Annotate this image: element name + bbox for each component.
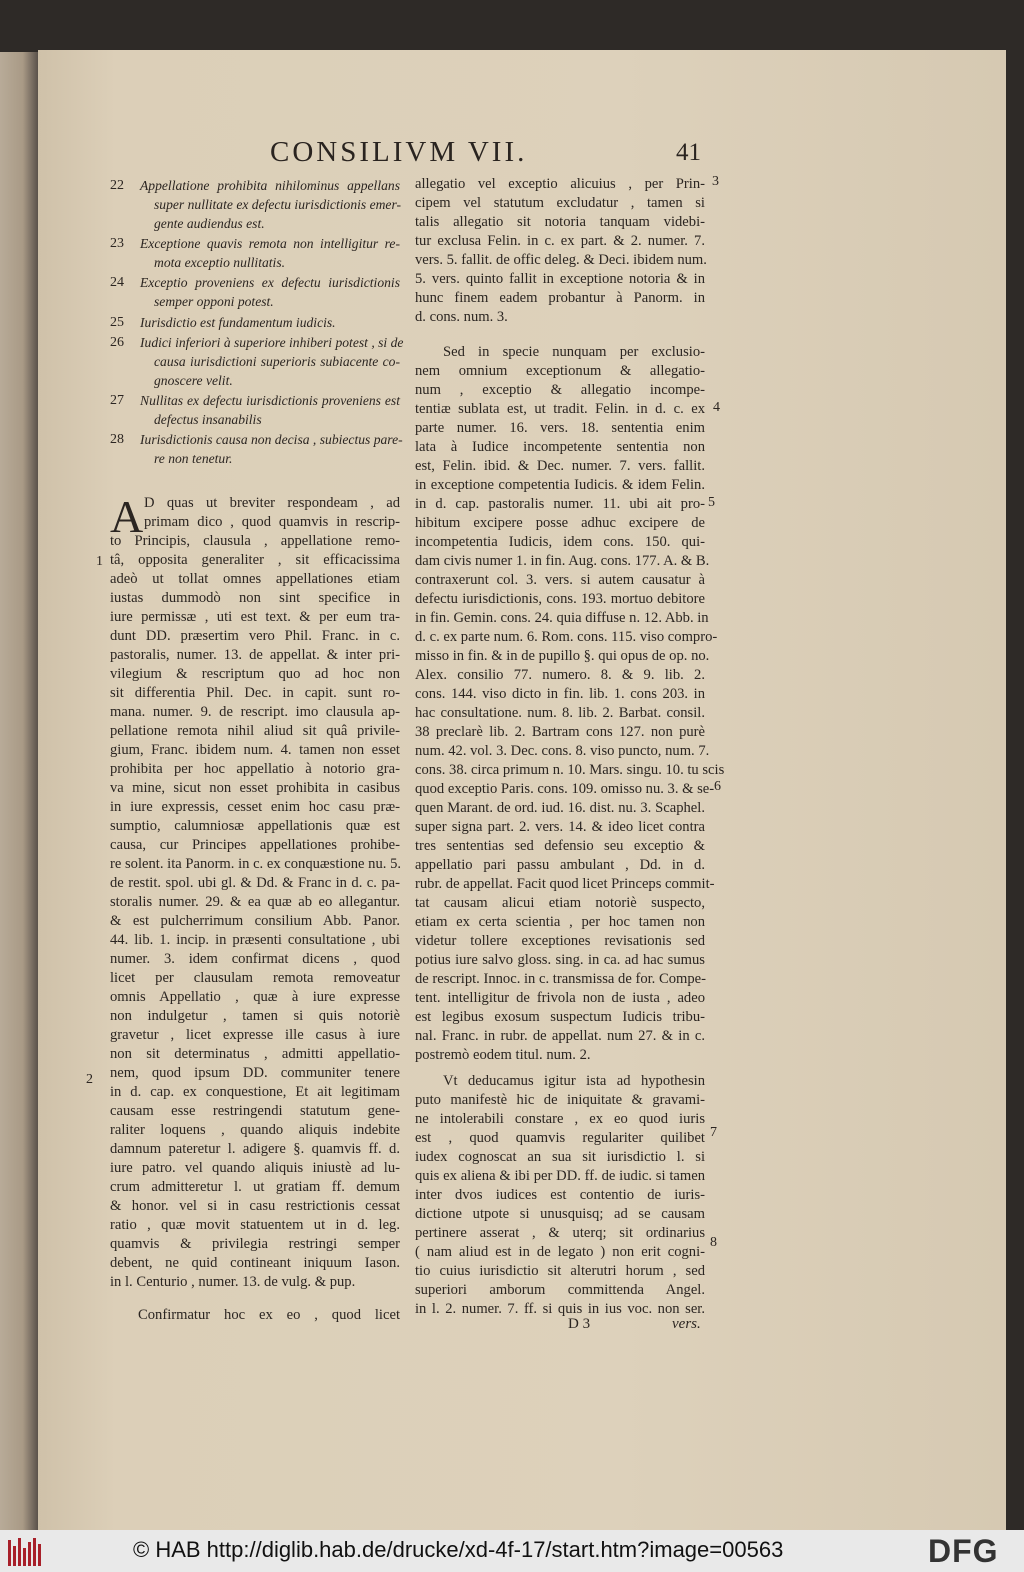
summary-item-text: Iudici inferiori à superiore inhiberi potest , si de [140,335,404,350]
text-line: pertinere asserat , & uterq; sit ordinarius [415,1225,705,1241]
summary-item-text: Iurisdictio est fundamentum iudicis. [140,315,336,330]
text-line: in d. cap. ex conquestione, Et ait legitimam [110,1084,400,1100]
text-line: re solent. ita Panorm. in c. ex conquæstione nu. 5. [110,856,402,872]
text-line: Confirmatur hoc ex eo , quod licet [138,1307,400,1323]
page-heading: CONSILIVM VII. [270,136,528,168]
text-line: in exceptione competentia Iudicis. & idem Felin. [415,477,705,493]
summary-item-number: 24 [110,275,124,290]
text-line: adeò ut tollat omnes appellationes etiam [110,571,400,587]
summary-item-text: defectus insanabilis [154,412,262,427]
text-line: licet per clausulam remota removeatur [110,970,400,986]
footer-bar [0,1530,1024,1572]
text-line: & honor. vel si in casu restrictionis cessat [110,1198,400,1214]
text-line: vers. 5. fallit. de offic deleg. & Deci. ibidem num. [415,252,707,268]
text-line: puto manifestè hic de iniquitate & gravami- [415,1092,705,1108]
margin-note-number: 7 [710,1125,717,1140]
text-line: causa, cur Principes appellationes prohibe- [110,837,400,853]
text-line: Alex. consilio 77. numero. 8. & 9. lib. 2. [415,667,705,683]
text-line: cons. 144. viso dicto in fin. lib. 1. cons 203. in [415,686,705,702]
text-line: nem, quod ipsum DD. communiter tenere [110,1065,400,1081]
margin-note-number: 3 [712,174,719,189]
text-line: quamvis & privilegia restringi semper [110,1236,400,1252]
summary-item [110,313,400,332]
text-line: damnum pateretur l. adigere §. quamvis ff. d. [110,1141,400,1157]
summary-list [110,176,404,469]
margin-note-number: 8 [710,1235,717,1250]
summary-item-text: Exceptione quavis remota non intelligitur re- [140,236,400,251]
text-line: ne intolerabili constare , ex eo quod iuris [415,1111,705,1127]
text-line: parte numer. 16. vers. 18. sententia enim [415,420,705,436]
text-line: crum admitteretur l. ut gratiam ff. demum [110,1179,400,1195]
text-line: quis ex aliena & ibi per DD. ff. de iudic. si tamen [415,1168,705,1184]
summary-item-text: gnoscere velit. [154,373,233,388]
text-line: dam civis numer 1. in fin. Aug. cons. 177. A. & B. [415,553,710,569]
drop-cap: A [110,491,144,542]
left-column-paragraph-2 [110,1306,400,1325]
text-line: etiam ex certa scientia , per hoc tamen non [415,914,705,930]
text-line: storalis numer. 29. & ea quæ ab eo allegantur. [110,894,400,910]
text-line: Vt deducamus igitur ista ad hypothesin [443,1073,705,1089]
margin-note-number: 6 [714,779,721,794]
text-line: D quas ut breviter respondeam , ad [144,495,400,511]
summary-item [110,333,404,390]
summary-item-number: 22 [110,178,124,193]
text-line: prohibita per hoc appellatio à notorio gra- [110,761,400,777]
dfg-logo: DFG [928,1533,999,1569]
left-column-paragraph-1 [110,491,402,1292]
text-line: tentiæ sublata est, ut tradit. Felin. in d. c. ex [415,401,705,417]
text-line: de rescript. Innoc. in c. transmissa de for. Compe- [415,971,706,987]
summary-item [110,234,400,272]
text-line: primam dico , quod quamvis in rescrip- [144,514,400,530]
summary-item-text: mota exceptio nullitatis. [154,255,286,270]
text-line: nal. Franc. in rubr. de appellat. num 27. & in c. [415,1028,705,1044]
page-number: 41 [676,139,701,166]
text-line: hibitum excipere posse adhuc excipere de [415,515,705,531]
text-line: potius iure salvo gloss. sing. in ca. ad hac sumus [415,952,705,968]
summary-item-text: Exceptio proveniens ex defectu iurisdictionis [140,275,400,290]
text-line: postremò eodem titul. num. 2. [415,1047,591,1063]
text-line: misso in fin. & in de pupillo §. qui opus de op. no. [415,648,710,664]
text-line: num. 42. vol. 3. Dec. cons. 8. viso puncto, num. 7. [415,743,710,759]
text-line: dictione utpote si unusquisq; ad se causam [415,1206,705,1222]
previous-page-edge [0,52,38,1530]
text-line: tio cuius iurisdictio sit alterutri horum , sed [415,1263,705,1279]
text-line: quod exceptio Paris. cons. 109. omisso nu. 3. & se- [415,781,715,797]
text-line: tat causam alicui etiam notoriè suspecto, [415,895,705,911]
text-line: non sit determinatus , admitti appellatio- [110,1046,400,1062]
text-line: talis allegatio sit notoria tanquam videbi- [415,214,705,230]
margin-note-number: 5 [708,495,715,510]
text-line: debent, ne quid contineant iniquum Iason. [110,1255,400,1271]
text-line: contraxerunt col. 3. vers. si autem causatur à [415,572,705,588]
margin-note-number: 2 [86,1072,93,1087]
margin-note-number: 4 [713,400,720,415]
summary-item-number: 26 [110,335,124,350]
text-line: numer. 3. idem confirmat dicens , quod [110,951,400,967]
text-line: ( nam aliud est in de legato ) non erit cogni- [415,1244,705,1260]
text-line: cipem vel statutum excludatur , tamen si [415,195,705,211]
summary-item-text: Iurisdictionis causa non decisa , subiectus pare- [140,432,403,447]
text-line: super signa part. 2. vers. 14. & ideo licet contra [415,819,705,835]
copyright-url[interactable]: © HAB http://diglib.hab.de/drucke/xd-4f-17/start.htm?image=00563 [133,1537,784,1562]
text-line: & est pulcherrimum consilium Abb. Panor. [110,913,400,929]
text-line: 38 preclarè lib. 2. Bartram cons 127. non purè [415,724,705,740]
signature-mark: D 3 [568,1316,591,1332]
text-line: gravetur , licet expresse ille casus à iure [110,1027,400,1043]
summary-item [110,176,400,233]
summary-item-text: Nullitas ex defectu iurisdictionis proveniens est [140,393,400,408]
text-line: est , quod quamvis regulariter quilibet [415,1130,705,1146]
text-line: d. c. ex parte num. 6. Rom. cons. 115. viso compro- [415,629,718,645]
summary-item-text: Appellatione prohibita nihilominus appellans [140,178,400,193]
text-line: cons. 38. circa primum n. 10. Mars. singu. 10. tu scis [415,762,725,778]
text-line: 5. vers. quinto fallit in exceptione notoria & in [415,271,705,287]
text-line: de restit. spol. ubi gl. & Dd. & Franc in d. c. pa- [110,875,400,891]
text-line: va mine, sicut non esset prohibita in casibus [110,780,400,796]
text-line: est, Felin. ibid. & Dec. numer. 7. vers. fallit. [415,458,705,474]
text-line: hunc finem eadem probantur à Panorm. in [415,290,705,306]
summary-item-text: gente audiendus est. [154,216,265,231]
text-line: tur exclusa Felin. in c. ex part. & 2. numer. 7. [415,233,705,249]
text-line: inter dvos iudices est contentio de iuris- [415,1187,705,1203]
summary-item-number: 25 [110,315,124,330]
text-line: superiori amborum committenda Angel. [415,1282,705,1298]
summary-item-number: 27 [110,393,124,408]
summary-item-number: 28 [110,432,124,447]
text-line: gium, Franc. ibidem num. 4. tamen non esset [110,742,400,758]
summary-item [110,273,400,311]
text-line: in l. 2. numer. 7. ff. si quis in ius voc. non ser. [415,1301,705,1317]
summary-item-number: 23 [110,236,124,251]
text-line: d. cons. num. 3. [415,309,508,325]
summary-item-text: causa iurisdictioni superioris subiacente co- [154,354,400,369]
text-line: iustas dummodò non sint specifice in [110,590,400,606]
text-line: pellatione remota nihil aliud sit quâ privile- [110,723,400,739]
text-line: pastoralis, numer. 13. de appellat. & inter pri- [110,647,400,663]
text-line: dunt DD. præsertim vero Phil. Franc. in c. [110,628,400,644]
text-line: sumptio, calumniosæ appellationis quæ est [110,818,400,834]
text-line: tres sententias sed defensio seu exceptio & [415,838,705,854]
text-line: non indulgetur , tamen si quis notoriè [110,1008,400,1024]
text-line: nem omnium exceptionum & allegatio- [415,363,705,379]
text-line: causam esse restringendi statutum gene- [110,1103,400,1119]
text-line: iudex cognoscat an sua sit iurisdictio l. si [415,1149,705,1165]
text-line: est legibus exosum suspectum Iudicis tribu- [415,1009,705,1025]
text-line: defectu iurisdictionis, cons. 193. mortuo debitore [415,591,705,607]
text-line: to Principis, clausula , appellatione remo- [110,533,400,549]
text-line: 44. lib. 1. incip. in præsenti consultatione , ubi [110,932,400,948]
text-line: in iure expressis, cesset enim hoc casu præ- [110,799,400,815]
text-line: appellatio pari passu ambulant , Dd. in d. [415,857,705,873]
text-line: videtur tollere exceptiones revisationis sed [415,933,705,949]
text-line: allegatio vel exceptio alicuius , per Prin- [415,176,705,192]
summary-item-text: semper opponi potest. [154,294,274,309]
text-line: tâ, opposita generaliter , sit efficacissima [110,552,400,568]
summary-item [110,430,403,468]
text-line: lata à Iudice incompetente sententia non [415,439,705,455]
margin-note-number: 1 [96,554,103,569]
right-column-paragraph-3 [415,1072,705,1319]
right-column-paragraph-2 [415,343,725,1065]
summary-item-text: re non tenetur. [154,451,233,466]
text-line: in d. cap. pastoralis numer. 11. ubi ait pro- [415,496,705,512]
text-line: incompetentia Iudicis, idem cons. 150. qui- [415,534,705,550]
summary-item [110,391,400,429]
text-line: mana. numer. 9. de rescript. imo clausula ap- [110,704,400,720]
text-line: num , exceptio & allegatio incompe- [415,382,705,398]
text-line: vilegium & rescriptum quo ad hoc non [110,666,400,682]
text-line: ratio , quæ movit statuentem ut in d. leg. [110,1217,400,1233]
text-line: in fin. Gemin. cons. 24. quia diffuse n. 12. Abb. in [415,610,709,626]
text-line: tent. intelligitur de frivola non de iusta , adeo [415,990,705,1006]
text-line: iure permissæ , uti est text. & per eum tra- [110,609,400,625]
text-line: in l. Centurio , numer. 13. de vulg. & pup. [110,1274,356,1290]
summary-item-text: super nullitate ex defectu iurisdictionis emer- [154,197,402,212]
library-logo-icon [8,1536,46,1566]
text-line: quen Marant. de ord. iud. 16. dist. nu. 3. Scaphel. [415,800,705,816]
text-line: sit differentia Phil. Dec. in capit. sunt ro- [110,685,400,701]
right-column-paragraph-1 [415,175,705,327]
text-line: raliter loquens , quando aliquis indebite [110,1122,400,1138]
text-line: hac consultatione. num. 8. lib. 2. Barbat. consil. [415,705,705,721]
text-line: Sed in specie nunquam per exclusio- [443,344,705,360]
text-line: rubr. de appellat. Facit quod licet Princeps commit- [415,876,715,892]
catchword: vers. [672,1316,701,1332]
text-line: iure patro. vel quando aliquis iniustè ad lu- [110,1160,400,1176]
text-line: omnis Appellatio , quæ à iure expresse [110,989,400,1005]
